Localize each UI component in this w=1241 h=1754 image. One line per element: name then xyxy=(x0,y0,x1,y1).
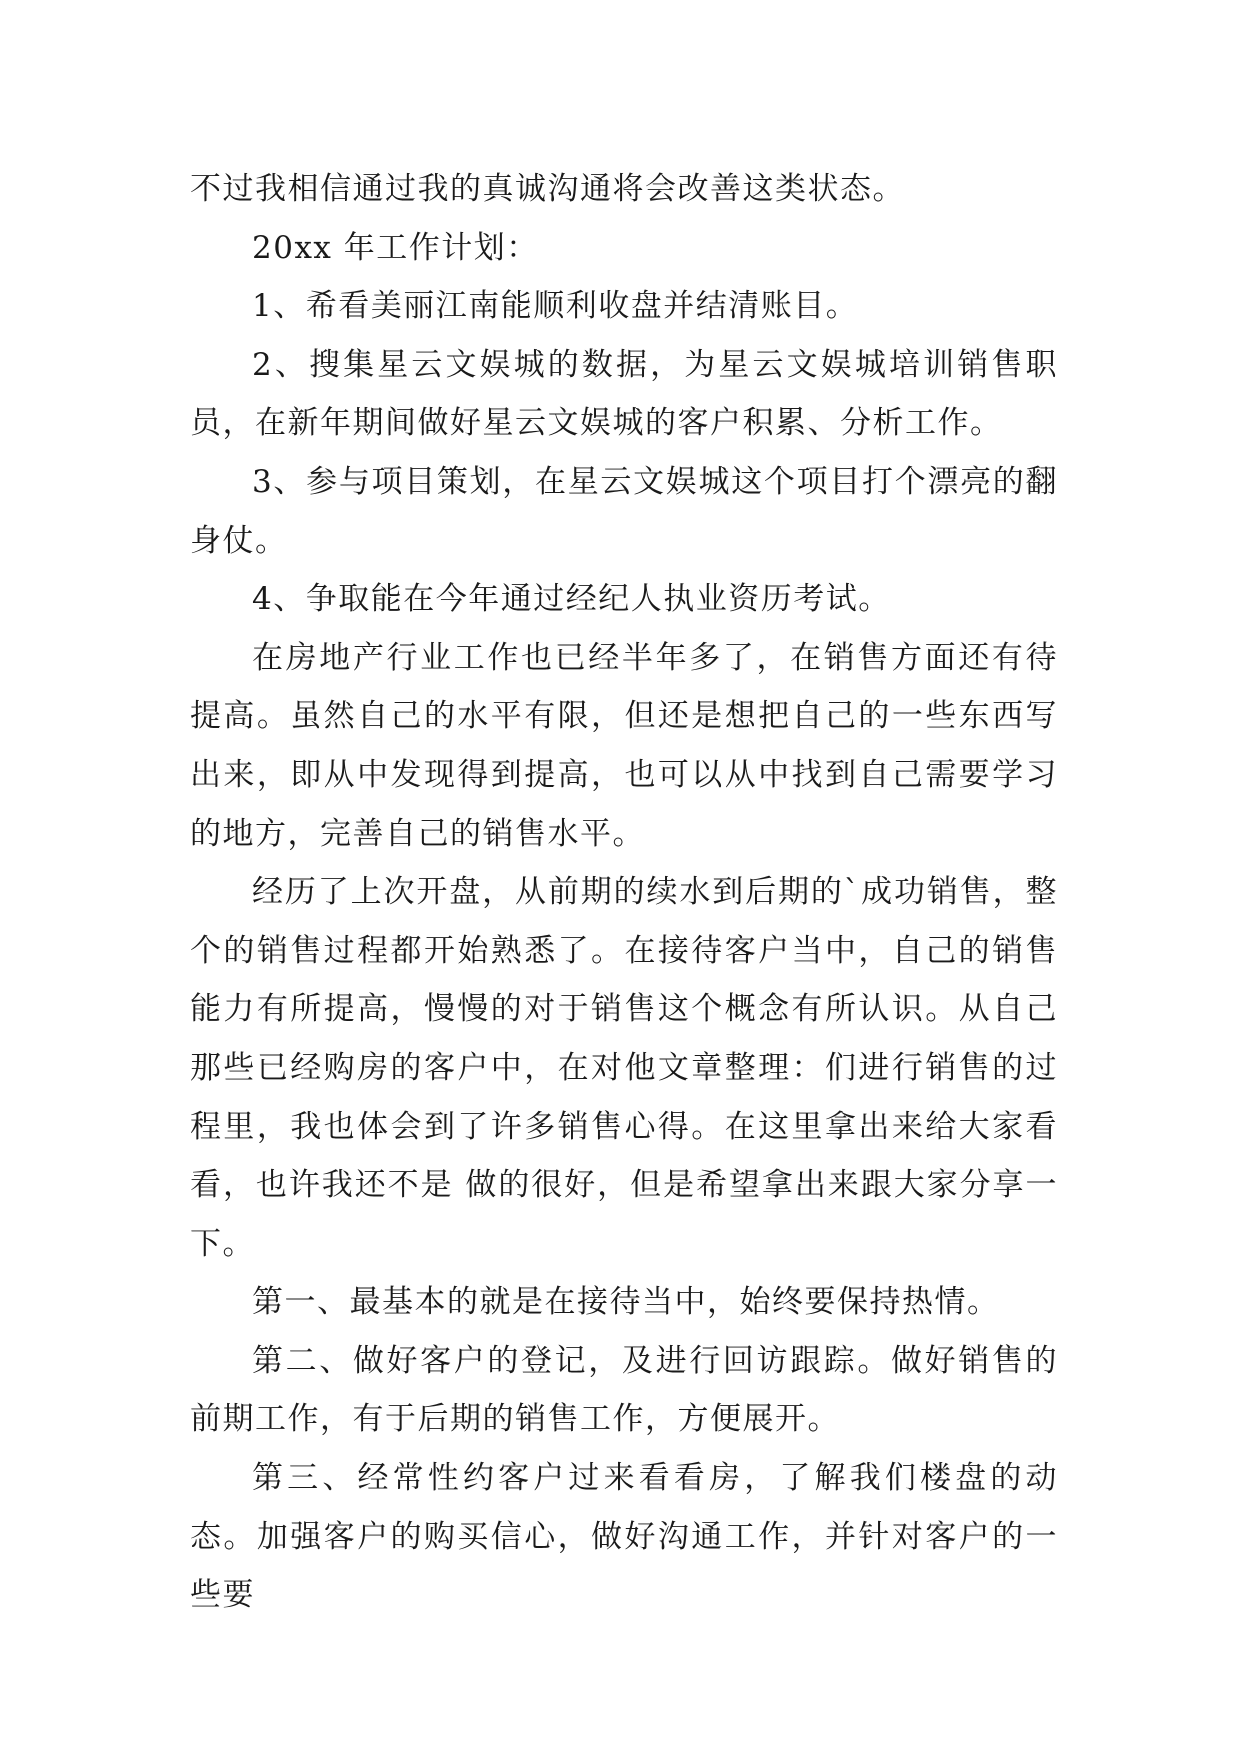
paragraph-plan-item-4: 4、争取能在今年通过经纪人执业资历考试。 xyxy=(252,581,891,618)
paragraph-plan-item-3: 3、参与项目策划，在星云文娱城这个项目打个漂亮的翻身仗。 xyxy=(190,463,1058,559)
paragraph-plan-heading: 20xx 年工作计划： xyxy=(252,229,539,266)
paragraph-point-1: 第一、最基本的就是在接待当中，始终要保持热情。 xyxy=(252,1284,1000,1321)
paragraph-continuation: 不过我相信通过我的真诚沟通将会改善这类状态。 xyxy=(190,171,905,207)
paragraph-point-3: 第三、经常性约客户过来看看房，了解我们楼盘的动态。加强客户的购买信心，做好沟通工作，并针对客户的一些要 xyxy=(190,1460,1058,1614)
paragraph-point-2: 第二、做好客户的登记，及进行回访跟踪。做好销售的前期工作，有于后期的销售工作，方便展开。 xyxy=(190,1342,1058,1438)
paragraph-plan-item-1: 1、希看美丽江南能顺利收盘并结清账目。 xyxy=(252,288,859,325)
paragraph-plan-item-2: 2、搜集星云文娱城的数据，为星云文娱城培训销售职员，在新年期间做好星云文娱城的客户积累、分析工作。 xyxy=(190,346,1058,442)
paragraph-body-2: 经历了上次开盘，从前期的续水到后期的`成功销售，整个的销售过程都开始熟悉了。在接待客户当中，自己的销售能力有所提高，慢慢的对于销售这个概念有所认识。从自己那些已经购房的客户中，在对他文章整理：们进行销售的过程里，我也体会到了许多销售心得。在这里拿出来给大家看看，也许我还不是 做的很好，但是希望拿出来跟大家分享一下。 xyxy=(190,874,1058,1262)
document-body xyxy=(190,160,1058,1625)
paragraph-body-1: 在房地产行业工作也已经半年多了，在销售方面还有待提高。虽然自己的水平有限，但还是想把自己的一些东西写出来，即从中发现得到提高，也可以从中找到自己需要学习的地方，完善自己的销售水平。 xyxy=(190,639,1058,852)
